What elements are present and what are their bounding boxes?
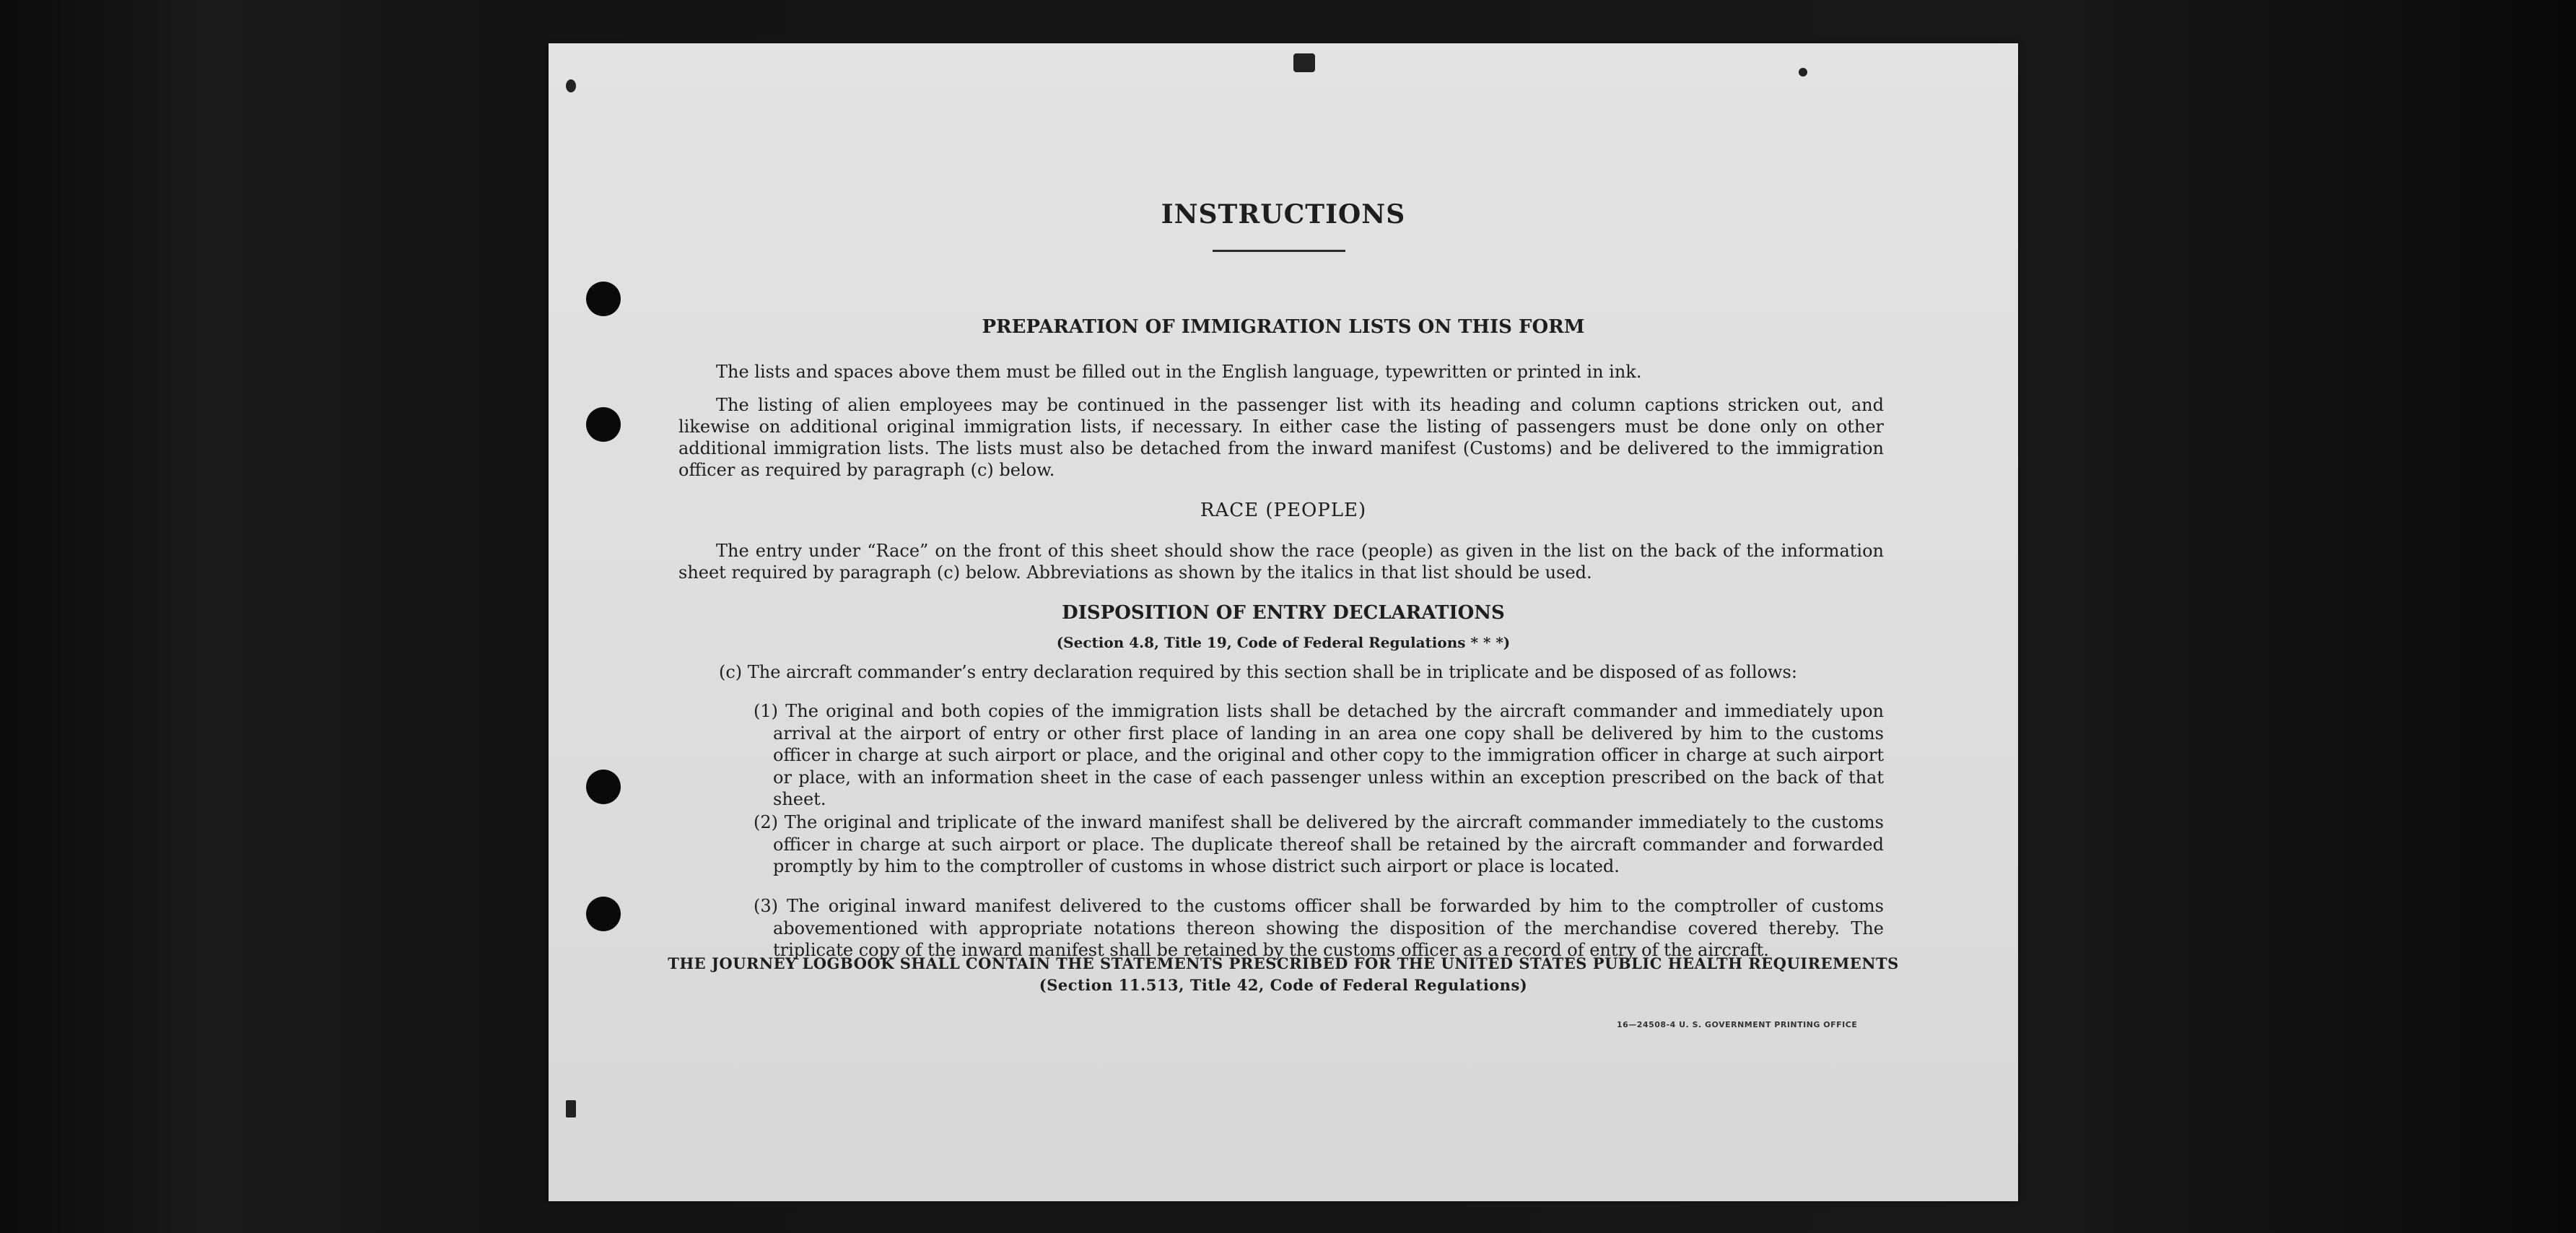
punch-hole — [586, 770, 621, 804]
punch-hole — [586, 407, 621, 442]
scan-speck — [1293, 53, 1315, 72]
scan-speck — [566, 1100, 576, 1117]
section-heading-race: RACE (PEOPLE) — [1200, 500, 1367, 521]
disposition-intro: (c) The aircraft commander’s entry declaration required by this section shall be in triplicate and be disposed of as follows: — [719, 662, 1797, 682]
punch-hole — [586, 897, 621, 931]
title-underline — [1213, 250, 1345, 252]
document-page — [549, 43, 2018, 1201]
punch-hole — [586, 282, 621, 316]
scan-speck — [1799, 68, 1807, 77]
printer-imprint: 16—24508-4 U. S. GOVERNMENT PRINTING OFFICE — [1617, 1020, 1858, 1029]
paragraph-preparation-2: The listing of alien employees may be continued in the passenger list with its heading and column captions stricken out, and likewise on additional original immigration lists, if necessary. In either case the listing of passengers must be done only on other additional immigration lists. The lists must also be detached from the inward manifest (Customs) and be delivered to the immigration officer as required by paragraph (c) below. — [678, 395, 1884, 480]
footer-statement: THE JOURNEY LOGBOOK SHALL CONTAIN THE STATEMENTS PRESCRIBED FOR THE UNITED STATES PUBLIC HEALTH REQUIREMENTS — [668, 954, 1899, 972]
paragraph-race: The entry under “Race” on the front of this sheet should show the race (people) as given in the list on the back of the information sheet required by paragraph (c) below. Abbreviations as shown by the italics in that list should be used. — [678, 541, 1884, 583]
paragraph-preparation-1: The lists and spaces above them must be filled out in the English language, typewritten or printed in ink. — [716, 362, 1642, 382]
disposition-item-2: (2) The original and triplicate of the inward manifest shall be delivered by the aircraft commander immediately to the customs officer in charge at such airport or place. The duplicate thereof shall be retained by the aircraft commander and forwarded promptly by him to the comptroller of customs in whose district such airport or place is located. — [754, 812, 1884, 876]
footer-reference: (Section 11.513, Title 42, Code of Federal Regulations) — [1039, 976, 1528, 994]
section-heading-preparation: PREPARATION OF IMMIGRATION LISTS ON THIS FORM — [982, 316, 1585, 338]
page-title: INSTRUCTIONS — [1161, 199, 1406, 230]
disposition-item-3: (3) The original inward manifest delivered to the customs officer shall be forwarded by him to the comptroller of customs abovementioned with appropriate notations thereon showing the disposition of the merchandise covered thereby. The triplicate copy of the inward manifest shall be retained by the customs officer as a record of entry of the aircraft. — [754, 896, 1884, 960]
section-heading-disposition: DISPOSITION OF ENTRY DECLARATIONS — [1062, 602, 1505, 624]
disposition-item-1: (1) The original and both copies of the immigration lists shall be detached by the aircraft commander and immediately upon arrival at the airport of entry or other first place of landing in an area one copy shall be delivered by him to the customs officer in charge at such airport or place, and the original and other copy to the immigration officer in charge at such airport or place, with an information sheet in the case of each passenger unless within an exception prescribed on the back of that sheet. — [754, 701, 1884, 809]
disposition-reference: (Section 4.8, Title 19, Code of Federal Regulations * * *) — [1056, 634, 1511, 651]
scan-speck — [566, 79, 576, 92]
